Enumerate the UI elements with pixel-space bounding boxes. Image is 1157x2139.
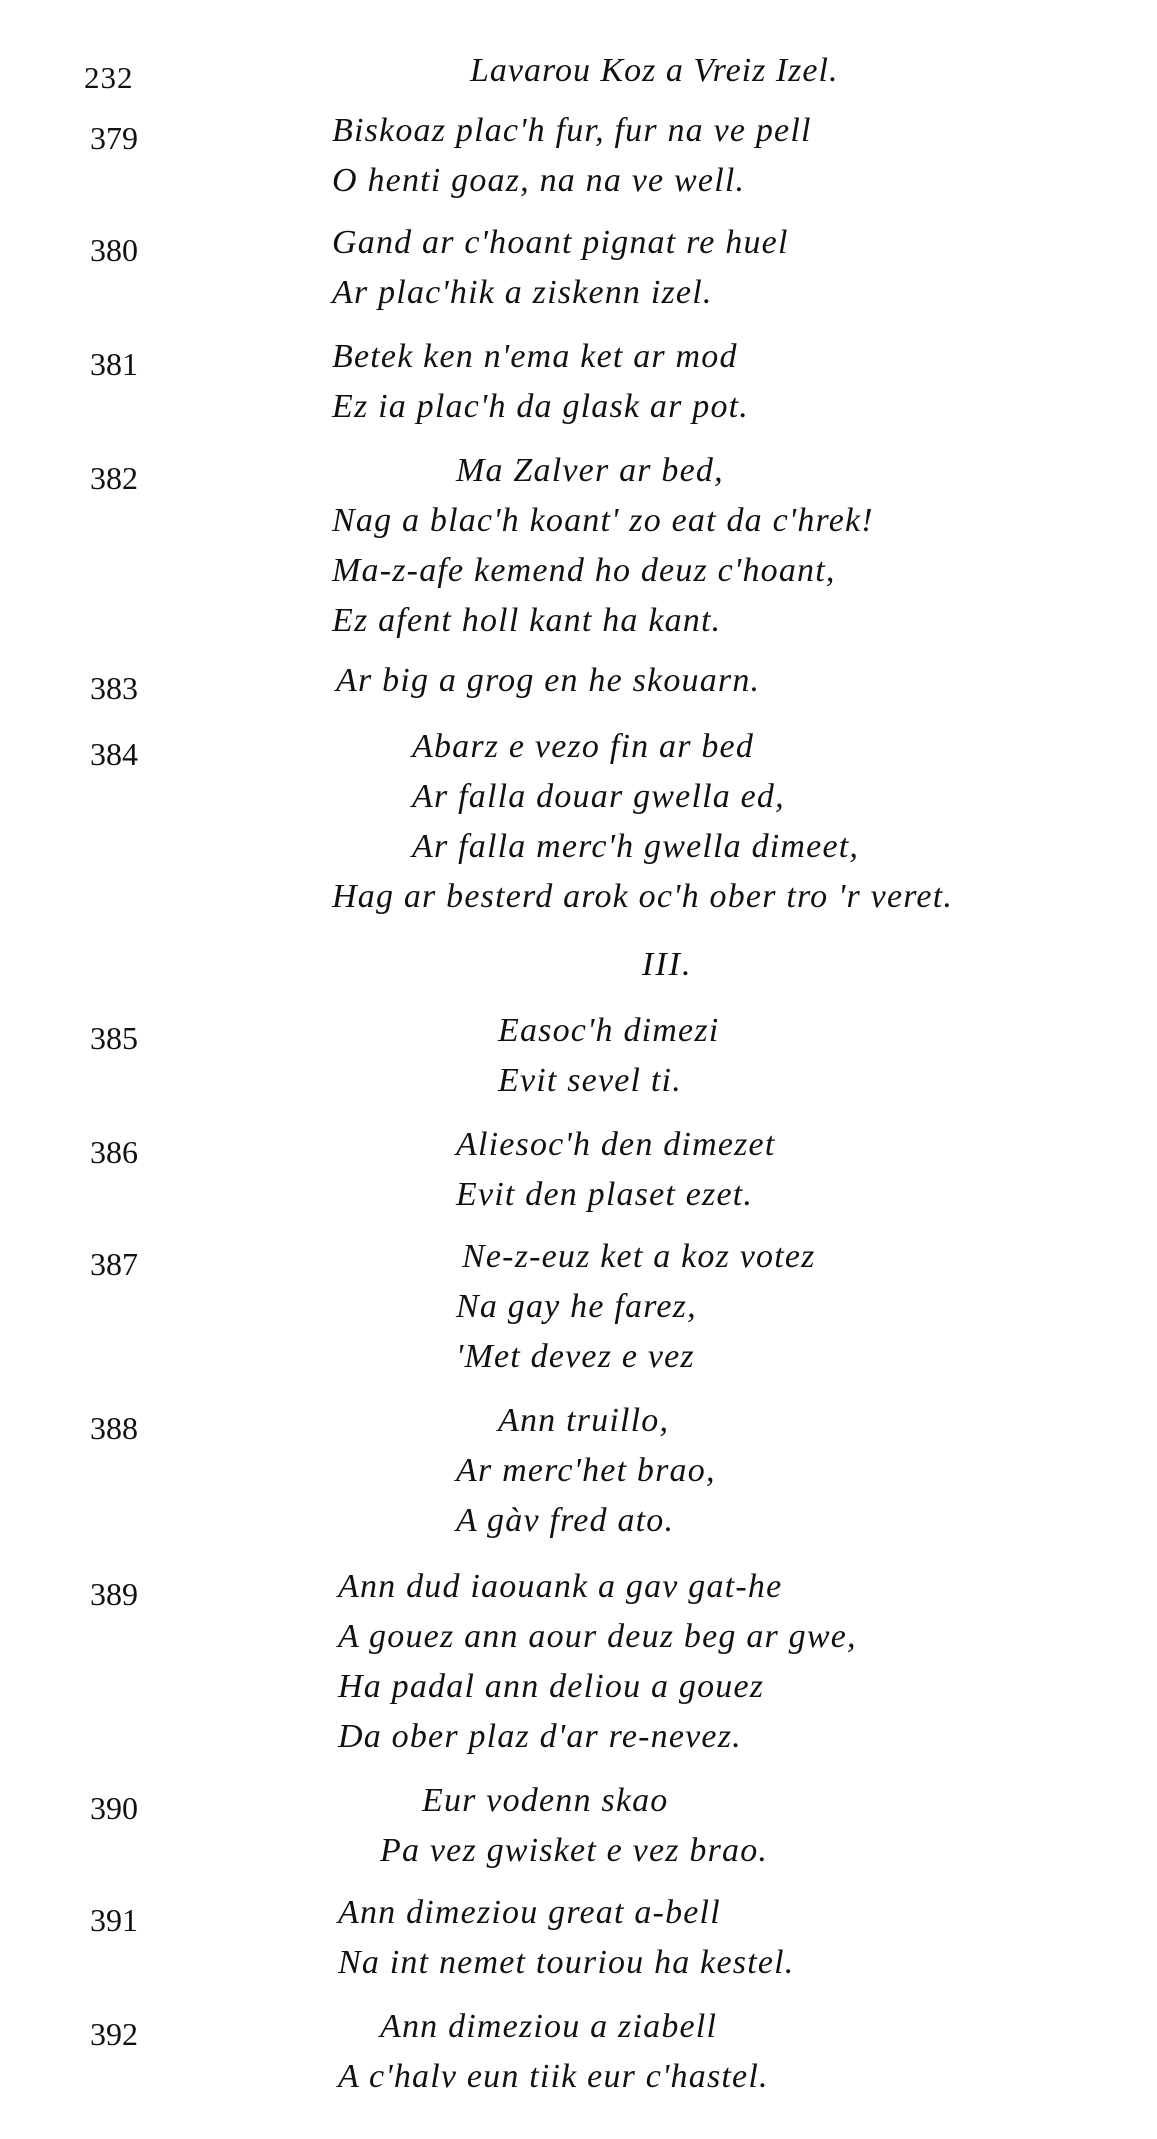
proverb-number: 382 (90, 460, 138, 496)
proverb-line: Ann dud iaouank a gav gat-he (338, 1568, 783, 1605)
proverb-line: Ez afent holl kant ha kant. (332, 602, 722, 639)
proverb-line: Ann dimeziou a ziabell (380, 2008, 718, 2045)
proverb-line: Ar falla merc'h gwella dimeet, (412, 828, 860, 865)
proverb-number: 390 (90, 1790, 138, 1826)
proverb-line: Eur vodenn skao (422, 1782, 669, 1819)
proverb-line: Ar falla douar gwella ed, (412, 778, 785, 815)
proverb-line: Hag ar besterd arok oc'h ober tro 'r veret. (332, 878, 954, 915)
proverb-line: Evit sevel ti. (498, 1062, 682, 1099)
proverb-line: Betek ken n'ema ket ar mod (332, 338, 738, 375)
proverb-number: 385 (90, 1020, 138, 1056)
proverb-number: 381 (90, 346, 138, 382)
proverb-number: 391 (90, 1902, 138, 1938)
proverb-line: Nag a blac'h koant' zo eat da c'hrek! (332, 502, 874, 539)
proverb-line: Ann truillo, (498, 1402, 670, 1439)
proverb-line: A gouez ann aour deuz beg ar gwe, (338, 1618, 857, 1655)
proverb-line: Da ober plaz d'ar re-nevez. (338, 1718, 742, 1755)
proverb-line: Abarz e vezo fin ar bed (412, 728, 755, 765)
running-title: Lavarou Koz a Vreiz Izel. (470, 52, 839, 89)
proverb-line: Pa vez gwisket e vez brao. (380, 1832, 769, 1869)
proverb-line: Ma Zalver ar bed, (456, 452, 724, 489)
proverb-line: Na gay he farez, (456, 1288, 697, 1325)
proverb-line: Ha padal ann deliou a gouez (338, 1668, 765, 1705)
proverb-line: Gand ar c'hoant pignat re huel (332, 224, 789, 261)
proverb-line: Easoc'h dimezi (498, 1012, 720, 1049)
page-number: 232 (84, 60, 134, 95)
proverb-line: Ar plac'hik a ziskenn izel. (332, 274, 713, 311)
proverb-line: Ann dimeziou great a-bell (338, 1894, 721, 1931)
proverb-number: 383 (90, 670, 138, 706)
proverb-line: A c'halv eun tiik eur c'hastel. (338, 2058, 769, 2095)
proverb-line: Ez ia plac'h da glask ar pot. (332, 388, 750, 425)
proverb-line: 'Met devez e vez (456, 1338, 695, 1375)
proverb-line: Ne-z-euz ket a koz votez (462, 1238, 816, 1275)
proverb-line: Ma-z-afe kemend ho deuz c'hoant, (332, 552, 836, 589)
page-header (0, 52, 1157, 102)
proverb-number: 392 (90, 2016, 138, 2052)
proverb-line: O henti goaz, na na ve well. (332, 162, 746, 199)
proverb-number: 387 (90, 1246, 138, 1282)
proverb-line: Na int nemet touriou ha kestel. (338, 1944, 795, 1981)
proverb-number: 388 (90, 1410, 138, 1446)
proverb-number: 379 (90, 120, 138, 156)
proverb-number: 384 (90, 736, 138, 772)
section-heading: III. (642, 946, 693, 983)
proverb-line: Ar merc'het brao, (456, 1452, 716, 1489)
proverb-number: 380 (90, 232, 138, 268)
proverb-line: Biskoaz plac'h fur, fur na ve pell (332, 112, 812, 149)
proverb-line: A gàv fred ato. (456, 1502, 675, 1539)
proverb-line: Ar big a grog en he skouarn. (336, 662, 761, 699)
proverb-line: Evit den plaset ezet. (456, 1176, 754, 1213)
proverb-line: Aliesoc'h den dimezet (456, 1126, 776, 1163)
proverb-number: 389 (90, 1576, 138, 1612)
proverb-number: 386 (90, 1134, 138, 1170)
